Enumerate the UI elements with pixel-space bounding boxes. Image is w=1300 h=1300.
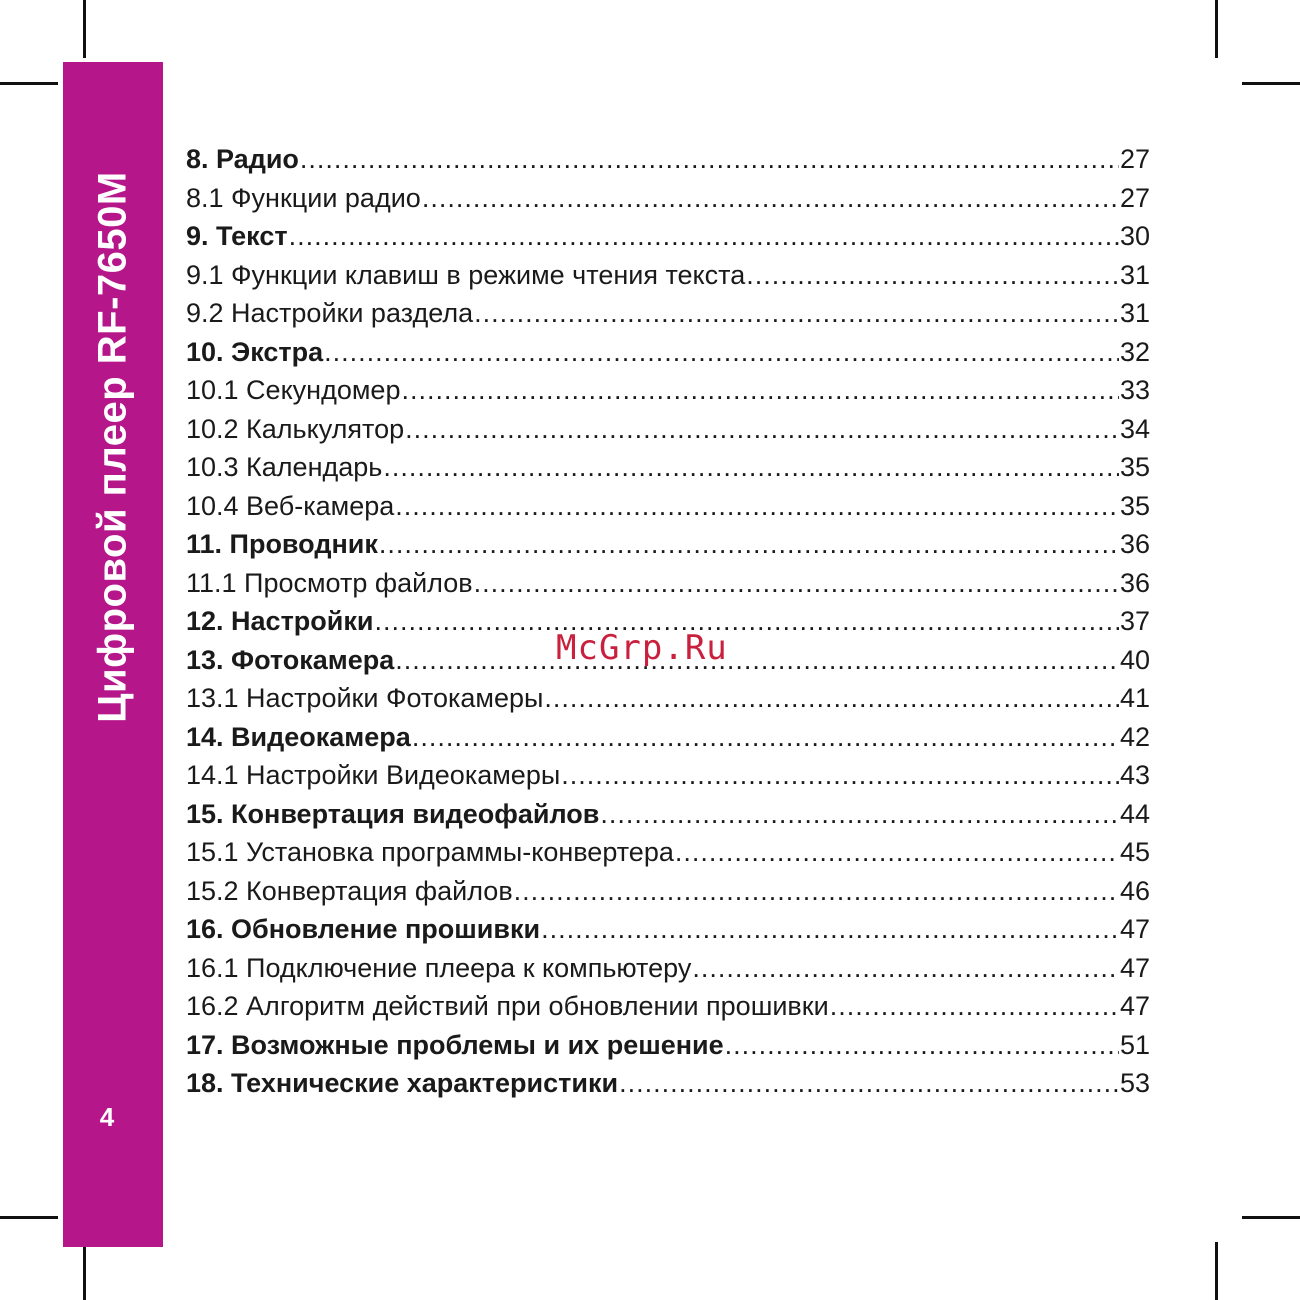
toc-dot-leader — [830, 991, 1119, 1022]
toc-entry-title: 10.1 Секундомер — [186, 375, 401, 405]
crop-mark-top-right-horizontal — [1242, 82, 1300, 85]
watermark-text: McGrp.Ru — [556, 628, 728, 668]
toc-entry-title: 16.1 Подключение плеера к компьютеру — [186, 952, 692, 983]
toc-dot-leader — [474, 298, 1119, 329]
toc-dot-leader — [401, 375, 1118, 406]
toc-entry — [186, 144, 1150, 183]
toc-entry-page-number: 27 — [1119, 144, 1150, 174]
toc-dot-leader — [746, 260, 1119, 291]
toc-entry-page-number: 32 — [1119, 336, 1150, 367]
toc-entry-page-number: 36 — [1119, 567, 1150, 598]
toc-entry-page-number: 31 — [1119, 298, 1150, 328]
toc-dot-leader — [412, 722, 1119, 753]
toc-entry-title: 14.1 Настройки Видеокамеры — [186, 760, 561, 790]
toc-entry-title: 15.2 Конвертация файлов — [186, 875, 513, 906]
toc-dot-leader — [675, 837, 1119, 868]
toc-entry-title: 13. Фотокамера — [186, 644, 395, 675]
toc-entry-title: 18. Технические характеристики — [186, 1068, 619, 1098]
toc-entry-page-number: 35 — [1119, 490, 1150, 521]
toc-dot-leader — [379, 529, 1119, 560]
toc-entry — [186, 529, 1150, 568]
toc-dot-leader — [395, 645, 1119, 676]
toc-dot-leader — [405, 414, 1119, 445]
toc-entry-title: 16.2 Алгоритм действий при обновлении прошивки — [186, 991, 829, 1021]
toc-dot-leader — [383, 452, 1119, 483]
toc-entry — [186, 298, 1150, 337]
toc-entry — [186, 452, 1150, 491]
crop-mark-top-right-vertical — [1215, 0, 1218, 58]
toc-entry-title: 11. Проводник — [186, 529, 378, 559]
toc-dot-leader — [395, 491, 1119, 522]
toc-dot-leader — [544, 683, 1119, 714]
toc-entry — [186, 837, 1150, 876]
toc-entry — [186, 1030, 1150, 1069]
toc-entry-page-number: 35 — [1119, 452, 1150, 482]
toc-entry-page-number: 31 — [1119, 259, 1150, 290]
toc-entry-page-number: 41 — [1119, 683, 1150, 713]
toc-entry-page-number: 34 — [1119, 413, 1150, 444]
toc-entry-page-number: 40 — [1119, 644, 1150, 675]
toc-entry-title: 10.3 Календарь — [186, 452, 383, 482]
toc-entry — [186, 568, 1150, 607]
toc-entry-page-number: 51 — [1119, 1029, 1150, 1060]
toc-entry — [186, 722, 1150, 761]
toc-entry-title: 10.2 Калькулятор — [186, 413, 405, 444]
toc-entry — [186, 375, 1150, 414]
toc-entry-title: 8.1 Функции радио — [186, 182, 421, 213]
crop-mark-top-left-horizontal — [0, 82, 58, 85]
toc-dot-leader — [692, 953, 1119, 984]
toc-entry — [186, 260, 1150, 299]
page-number: 4 — [99, 1102, 115, 1132]
toc-entry — [186, 491, 1150, 530]
toc-entry-title: 9.2 Настройки раздела — [186, 298, 474, 328]
crop-mark-bottom-right-horizontal — [1242, 1216, 1300, 1219]
toc-dot-leader — [514, 876, 1119, 907]
toc-entry-page-number: 47 — [1119, 991, 1150, 1021]
sidebar-band — [63, 62, 163, 1247]
toc-entry-page-number: 42 — [1119, 721, 1150, 752]
toc-entry-page-number: 46 — [1119, 875, 1150, 906]
toc-entry-title: 15.1 Установка программы-конвертера — [186, 837, 674, 867]
toc-dot-leader — [541, 914, 1119, 945]
toc-entry — [186, 953, 1150, 992]
toc-entry — [186, 991, 1150, 1030]
toc-entry — [186, 799, 1150, 838]
toc-entry-page-number: 33 — [1119, 375, 1150, 405]
toc-entry-title: 9.1 Функции клавиш в режиме чтения текста — [186, 259, 746, 290]
toc-entry-page-number: 43 — [1119, 760, 1150, 790]
toc-entry-page-number: 30 — [1119, 221, 1150, 251]
toc-entry-page-number: 27 — [1119, 182, 1150, 213]
toc-dot-leader — [561, 760, 1119, 791]
toc-entry-page-number: 47 — [1119, 914, 1150, 944]
toc-entry-title: 9. Текст — [186, 221, 288, 251]
toc-entry-title: 17. Возможные проблемы и их решение — [186, 1029, 724, 1060]
toc-dot-leader — [374, 606, 1118, 637]
toc-dot-leader — [300, 144, 1119, 175]
table-of-contents — [186, 144, 1150, 1107]
toc-entry-title: 12. Настройки — [186, 606, 374, 636]
toc-dot-leader — [474, 568, 1119, 599]
toc-dot-leader — [600, 799, 1119, 830]
toc-dot-leader — [619, 1068, 1119, 1099]
toc-entry-page-number: 36 — [1119, 529, 1150, 559]
toc-dot-leader — [289, 221, 1119, 252]
toc-entry-page-number: 45 — [1119, 837, 1150, 867]
toc-entry — [186, 414, 1150, 453]
toc-entry-title: 13.1 Настройки Фотокамеры — [186, 683, 544, 713]
toc-entry-title: 15. Конвертация видеофайлов — [186, 798, 600, 829]
toc-entry-page-number: 37 — [1119, 606, 1150, 636]
toc-entry — [186, 221, 1150, 260]
toc-entry-page-number: 47 — [1119, 952, 1150, 983]
toc-entry-page-number: 44 — [1119, 798, 1150, 829]
toc-entry — [186, 1068, 1150, 1107]
toc-entry — [186, 760, 1150, 799]
toc-entry-title: 14. Видеокамера — [186, 721, 411, 752]
toc-dot-leader — [725, 1030, 1119, 1061]
toc-entry-title: 8. Радио — [186, 144, 299, 174]
toc-entry — [186, 914, 1150, 953]
crop-mark-top-left-vertical — [83, 0, 86, 58]
toc-entry-title: 16. Обновление прошивки — [186, 914, 541, 944]
toc-entry-title: 10.4 Веб-камера — [186, 490, 395, 521]
toc-entry-title: 11.1 Просмотр файлов — [186, 567, 473, 598]
toc-entry — [186, 183, 1150, 222]
toc-entry — [186, 683, 1150, 722]
crop-mark-bottom-left-horizontal — [0, 1216, 58, 1219]
toc-entry-title: 10. Экстра — [186, 336, 324, 367]
sidebar-title: Цифровой плеер RF-7650M — [90, 171, 135, 723]
toc-entry — [186, 337, 1150, 376]
crop-mark-bottom-right-vertical — [1215, 1242, 1218, 1300]
crop-mark-bottom-left-vertical — [83, 1242, 86, 1300]
toc-dot-leader — [324, 337, 1119, 368]
toc-entry — [186, 876, 1150, 915]
toc-entry-page-number: 53 — [1119, 1068, 1150, 1098]
toc-dot-leader — [422, 183, 1119, 214]
